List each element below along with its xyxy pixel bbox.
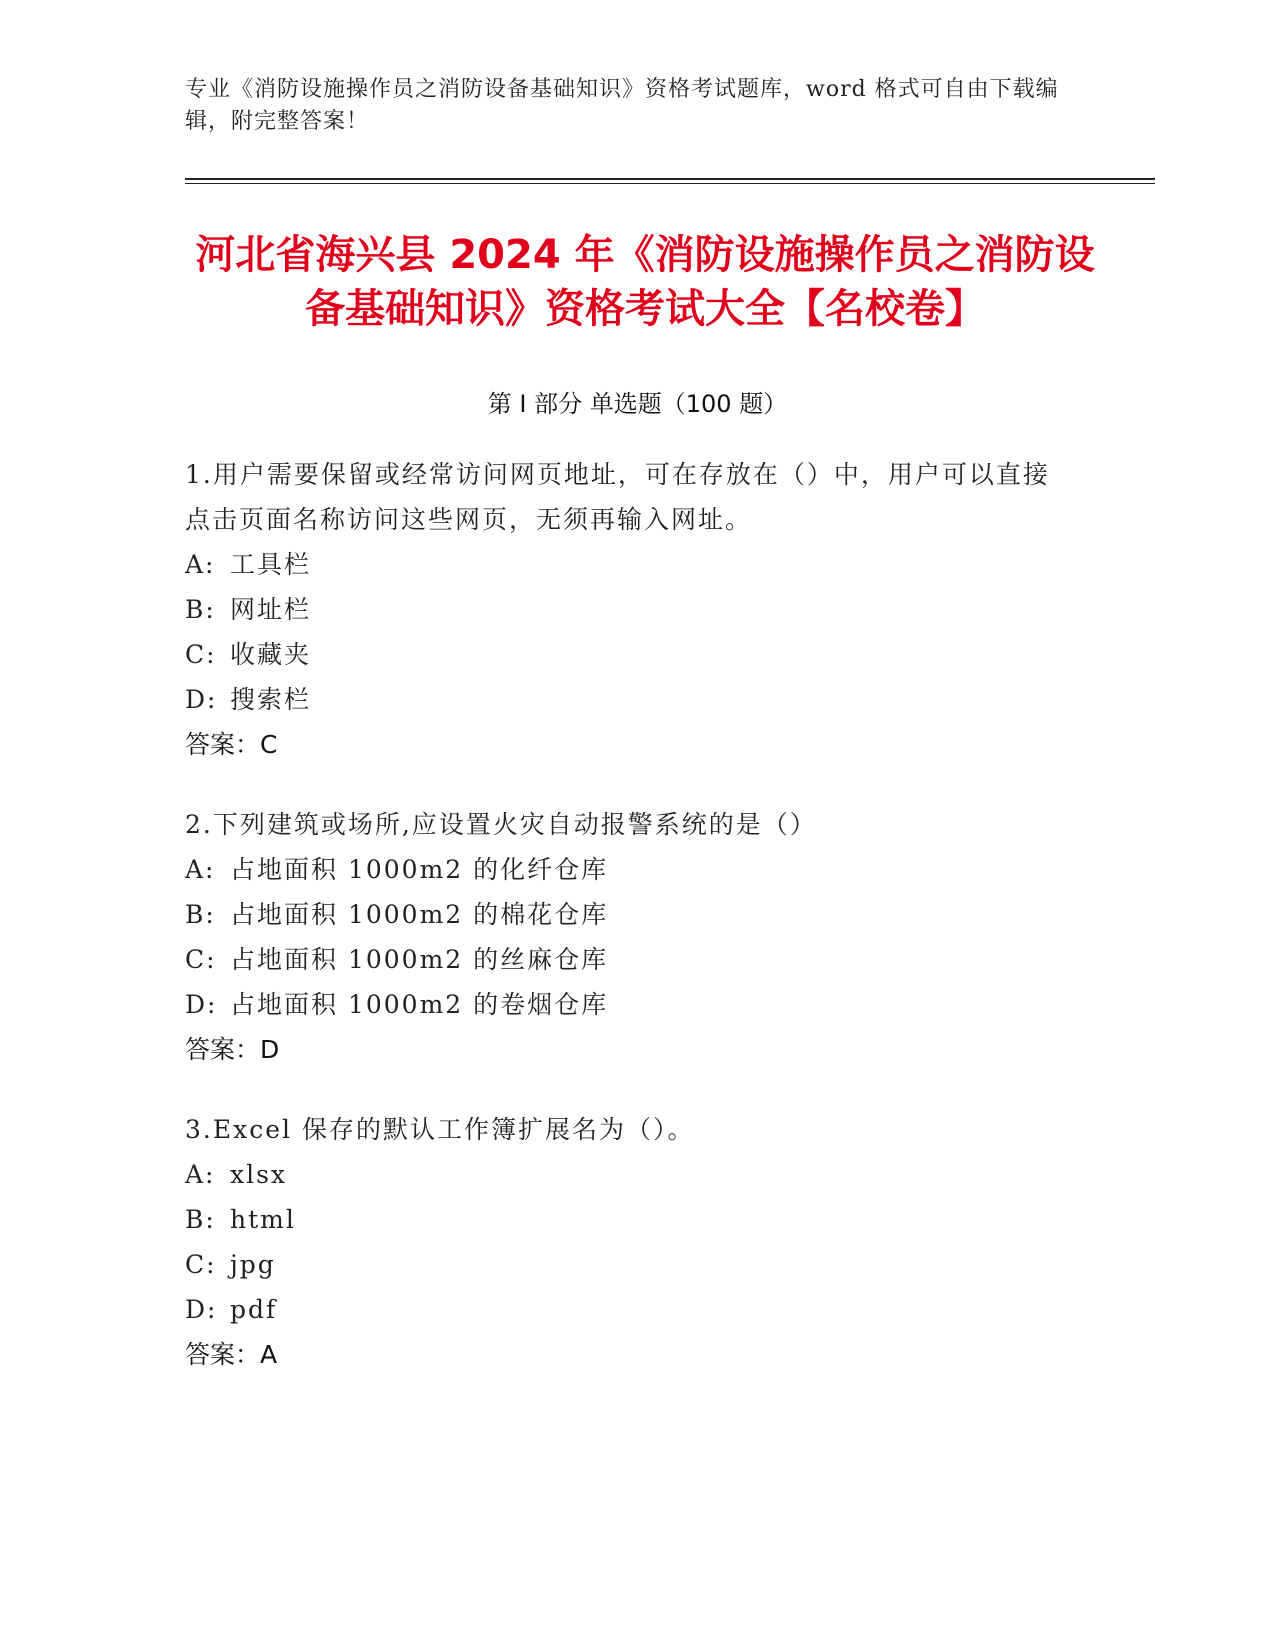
- answer: 答案：D: [185, 1035, 280, 1064]
- option-text: xlsx: [230, 1160, 288, 1189]
- header-rule-thick: [185, 178, 1155, 180]
- option-a: [185, 1152, 1065, 1197]
- option-key: B:: [185, 1205, 216, 1234]
- header-rule-thin: [185, 183, 1155, 184]
- answer: 答案：A: [185, 1340, 278, 1369]
- option-text: 网址栏: [230, 595, 312, 624]
- option-key: A:: [185, 1160, 216, 1189]
- option-b: [185, 892, 1065, 937]
- option-text: 占地面积 1000m2 的化纤仓库: [230, 855, 609, 884]
- question-text: 1.用户需要保留或经常访问网页地址，可在存放在（）中，用户可以直接点击页面名称访问这些网页，无须再输入网址。: [185, 460, 1050, 534]
- option-key: A:: [185, 855, 216, 884]
- option-text: 搜索栏: [230, 685, 312, 714]
- option-key: B:: [185, 900, 216, 929]
- option-key: D:: [185, 1295, 218, 1324]
- option-a: [185, 847, 1065, 892]
- option-text: pdf: [230, 1295, 278, 1324]
- option-text: jpg: [230, 1250, 276, 1279]
- option-d: [185, 982, 1065, 1027]
- option-key: C:: [185, 640, 217, 669]
- header-note: 专业《消防设施操作员之消防设备基础知识》资格考试题库，word 格式可自由下载编辑，附完整答案！: [185, 77, 1059, 134]
- option-text: 占地面积 1000m2 的卷烟仓库: [230, 990, 609, 1019]
- option-key: D:: [185, 990, 218, 1019]
- question-1: [185, 452, 1065, 767]
- option-d: [185, 677, 1065, 722]
- option-text: 工具栏: [230, 550, 312, 579]
- option-text: 占地面积 1000m2 的棉花仓库: [230, 900, 609, 929]
- option-text: html: [230, 1205, 296, 1234]
- option-key: D:: [185, 685, 218, 714]
- section-heading: 第 I 部分 单选题（100 题）: [487, 390, 788, 418]
- question-text: 2.下列建筑或场所,应设置火灾自动报警系统的是（）: [185, 810, 817, 839]
- option-b: [185, 1197, 1065, 1242]
- option-text: 收藏夹: [230, 640, 312, 669]
- option-key: C:: [185, 945, 217, 974]
- question-text: 3.Excel 保存的默认工作簿扩展名为（）。: [185, 1115, 695, 1144]
- option-a: [185, 542, 1065, 587]
- question-3: [185, 1107, 1065, 1377]
- option-text: 占地面积 1000m2 的丝麻仓库: [230, 945, 609, 974]
- option-key: A:: [185, 550, 216, 579]
- option-key: B:: [185, 595, 216, 624]
- document-title: 河北省海兴县 2024 年《消防设施操作员之消防设备基础知识》资格考试大全【名校卷】: [195, 232, 1095, 332]
- option-b: [185, 587, 1065, 632]
- option-c: [185, 1242, 1065, 1287]
- option-c: [185, 937, 1065, 982]
- answer: 答案：C: [185, 730, 278, 759]
- question-2: [185, 802, 1065, 1072]
- option-d: [185, 1287, 1065, 1332]
- option-c: [185, 632, 1065, 677]
- option-key: C:: [185, 1250, 217, 1279]
